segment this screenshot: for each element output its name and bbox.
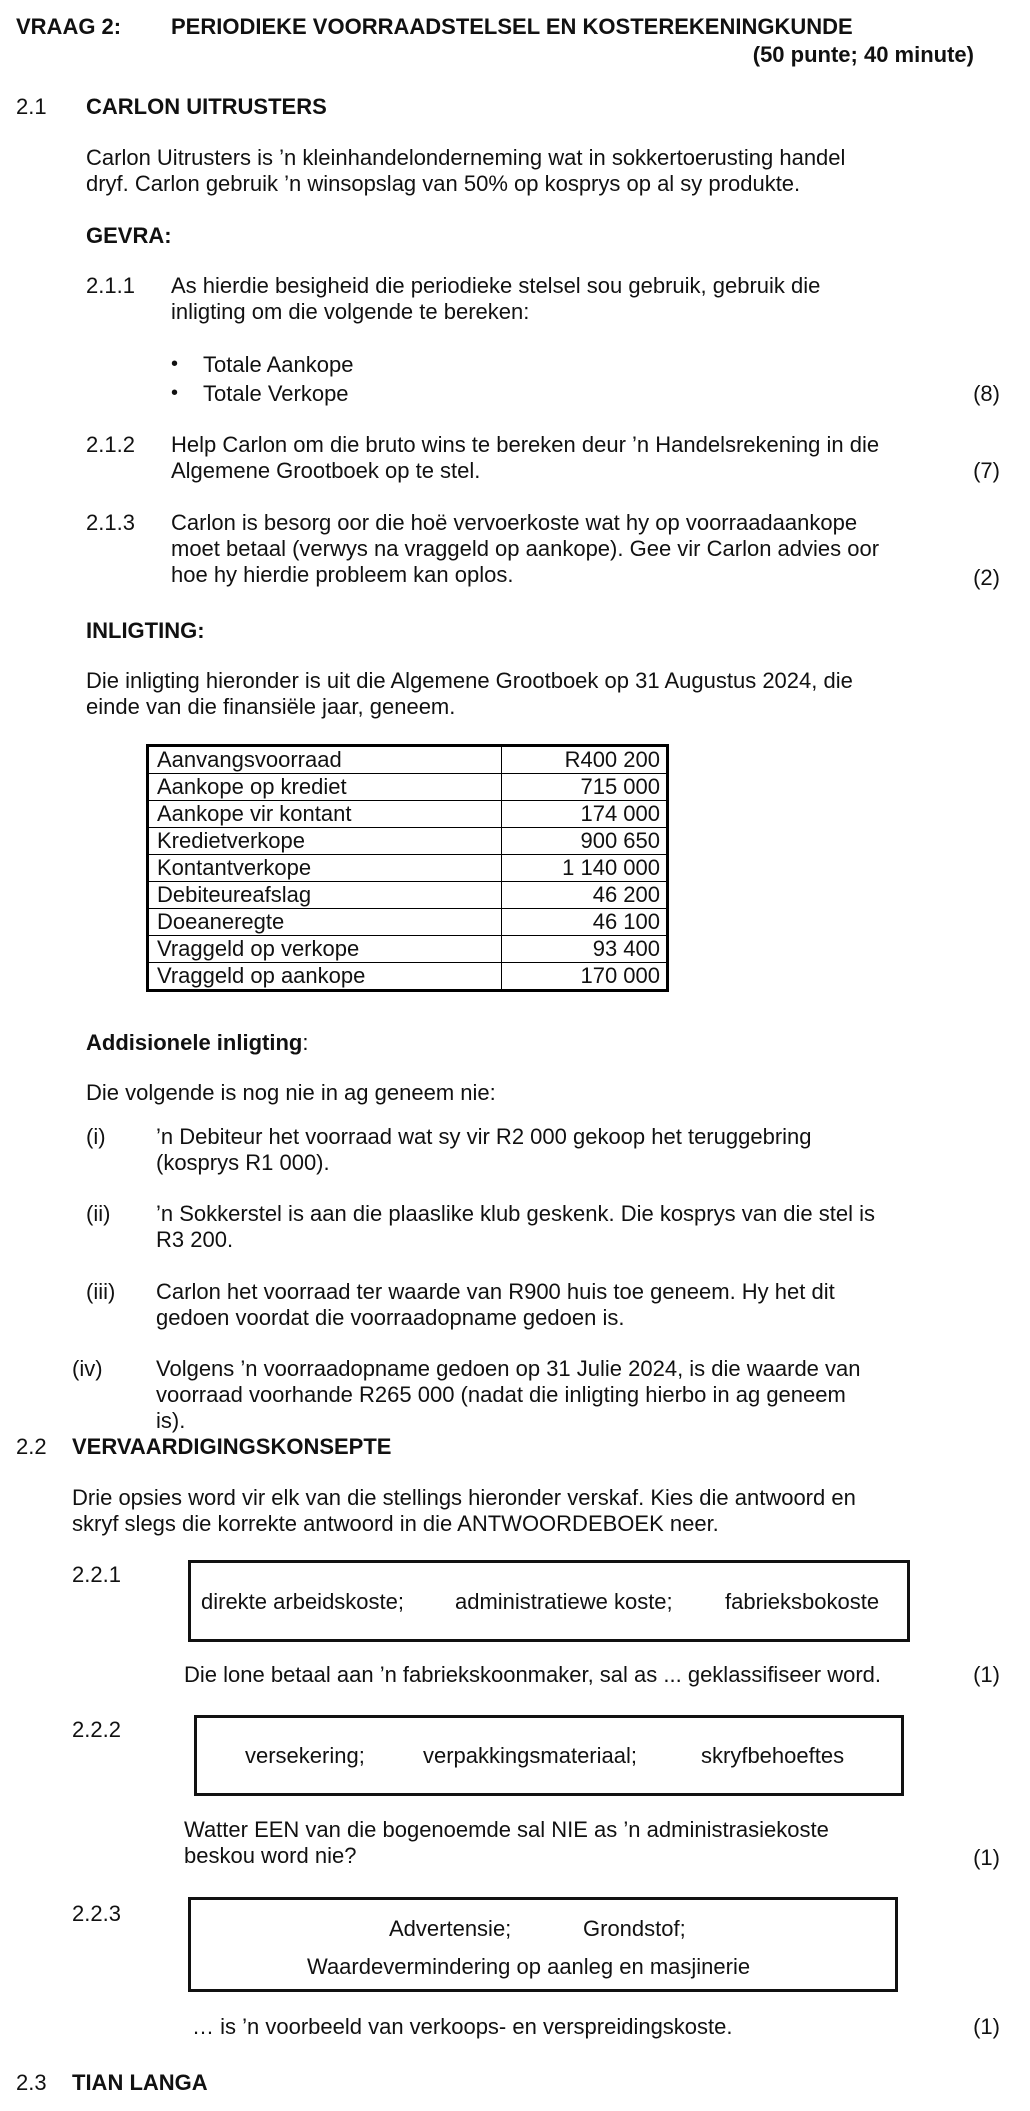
row-value: 46 100 (502, 909, 668, 936)
gevra-heading: GEVRA: (86, 223, 172, 248)
marks-2-2-3: (1) (973, 2014, 1000, 2039)
item-text (156, 1279, 835, 1331)
table-row (148, 855, 668, 882)
table-row (148, 828, 668, 855)
option: Advertensie; (389, 1916, 512, 1941)
row-value: 93 400 (502, 936, 668, 963)
inligting-text (86, 668, 853, 720)
bullet-icon: • (171, 353, 179, 375)
options-box-2-2-3 (188, 1897, 898, 1992)
option: Waardevermindering op aanleg en masjinerie (307, 1954, 751, 1979)
q-line: inligting om die volgende te bereken: (171, 299, 530, 324)
row-label: Kredietverkope (148, 828, 502, 855)
options-box-2-2-2 (194, 1715, 904, 1796)
section-number-2-3: 2.3 (16, 2070, 47, 2095)
section-title-2-2: VERVAARDIGINGSKONSEPTE (72, 1434, 392, 1459)
item-text (156, 1356, 861, 1434)
row-value: 715 000 (502, 774, 668, 801)
row-label: Vraggeld op aankope (148, 963, 502, 991)
item-line: ’n Debiteur het voorraad wat sy vir R2 000 gekoop het teruggebring (156, 1124, 812, 1149)
q-line: moet betaal (verwys na vraggeld op aankope). Gee vir Carlon advies oor (171, 536, 880, 561)
q-text-2-1-2 (171, 432, 879, 484)
q-line: Carlon is besorg oor die hoë vervoerkoste wat hy op voorraadaankope (171, 510, 858, 535)
item-text (156, 1201, 875, 1253)
item-number: (iii) (86, 1279, 116, 1304)
item-line: is). (156, 1408, 186, 1433)
statement-2-2-2 (184, 1817, 829, 1869)
table-row (148, 909, 668, 936)
table-row (148, 746, 668, 774)
intro-2-2 (72, 1485, 856, 1537)
option: administratiewe koste; (455, 1589, 673, 1614)
q-number-2-1-3: 2.1.3 (86, 510, 135, 535)
options-box-2-2-1 (188, 1560, 910, 1642)
row-value: 1 140 000 (502, 855, 668, 882)
question-meta: (50 punte; 40 minute) (752, 42, 974, 67)
option: fabrieksbokoste (725, 1589, 880, 1614)
section-number-2-2: 2.2 (16, 1434, 47, 1459)
row-value: 900 650 (502, 828, 668, 855)
bullet-icon: • (171, 382, 179, 404)
question-title: PERIODIEKE VOORRAADSTELSEL EN KOSTEREKENINGKUNDE (171, 14, 853, 39)
q-number-2-2-3: 2.2.3 (72, 1901, 121, 1926)
q-line: As hierdie besigheid die periodieke stelsel sou gebruik, gebruik die (171, 273, 821, 298)
question-number: VRAAG 2: (16, 14, 122, 39)
q-number-2-1-2: 2.1.2 (86, 432, 135, 457)
marks-2-2-2: (1) (973, 1845, 1000, 1870)
section-number-2-1: 2.1 (16, 94, 47, 119)
option: verpakkingsmateriaal; (423, 1743, 637, 1768)
bullet-item: Totale Aankope (203, 352, 354, 377)
row-label: Aankope op krediet (148, 774, 502, 801)
intro-line: Drie opsies word vir elk van die stellings hieronder verskaf. Kies die antwoord en (72, 1485, 856, 1510)
row-label: Aanvangsvoorraad (148, 746, 502, 774)
item-text (156, 1124, 812, 1176)
inligting-heading: INLIGTING: (86, 618, 205, 643)
intro-2-1 (86, 145, 845, 197)
q-text-2-1-3 (171, 510, 879, 588)
row-label: Doeaneregte (148, 909, 502, 936)
marks-2-1-1: (8) (973, 381, 1000, 406)
item-number: (i) (86, 1124, 106, 1149)
q-text-2-1-1 (171, 273, 820, 325)
option: skryfbehoeftes (701, 1743, 845, 1768)
item-number: (iv) (72, 1356, 103, 1381)
addisionele-colon: : (302, 1030, 309, 1055)
row-value: R400 200 (502, 746, 668, 774)
marks-2-1-3: (2) (973, 565, 1000, 590)
item-line: Carlon het voorraad ter waarde van R900 huis toe geneem. Hy het dit (156, 1279, 835, 1304)
addisionele-heading (86, 1030, 308, 1056)
statement-2-2-3: … is ’n voorbeeld van verkoops- en verspreidingskoste. (192, 2014, 733, 2039)
item-line: gedoen voordat die voorraadopname gedoen is. (156, 1305, 625, 1330)
item-line: voorraad voorhande R265 000 (nadat die inligting hierbo in ag geneem (156, 1382, 846, 1407)
option: direkte arbeidskoste; (201, 1589, 404, 1614)
row-value: 46 200 (502, 882, 668, 909)
marks-2-1-2: (7) (973, 458, 1000, 483)
row-label: Vraggeld op verkope (148, 936, 502, 963)
addisionele-label: Addisionele inligting (86, 1030, 303, 1055)
item-line: (kosprys R1 000). (156, 1150, 330, 1175)
option: versekering; (245, 1743, 365, 1768)
table-row (148, 963, 668, 991)
statement-line: Watter EEN van die bogenoemde sal NIE as ’n administrasiekoste (184, 1817, 829, 1842)
info-line: Die inligting hieronder is uit die Algemene Grootboek op 31 Augustus 2024, die (86, 668, 853, 693)
row-label: Kontantverkope (148, 855, 502, 882)
ledger-table (146, 744, 669, 992)
q-line: Algemene Grootboek op te stel. (171, 458, 481, 483)
section-title-2-3: TIAN LANGA (72, 2070, 208, 2095)
item-line: R3 200. (156, 1227, 234, 1252)
marks-2-2-1: (1) (973, 1662, 1000, 1687)
row-label: Aankope vir kontant (148, 801, 502, 828)
q-number-2-2-2: 2.2.2 (72, 1717, 121, 1742)
row-value: 174 000 (502, 801, 668, 828)
table-row (148, 882, 668, 909)
intro-line: dryf. Carlon gebruik ’n winsopslag van 50% op kosprys op al sy produkte. (86, 171, 801, 196)
section-title-2-1: CARLON UITRUSTERS (86, 94, 327, 119)
table-row (148, 774, 668, 801)
info-line: einde van die finansiële jaar, geneem. (86, 694, 456, 719)
option: Grondstof; (583, 1916, 686, 1941)
intro-line: Carlon Uitrusters is ’n kleinhandelonderneming wat in sokkertoerusting handel (86, 145, 846, 170)
table-row (148, 936, 668, 963)
row-value: 170 000 (502, 963, 668, 991)
row-label: Debiteureafslag (148, 882, 502, 909)
item-number: (ii) (86, 1201, 111, 1226)
q-line: hoe hy hierdie probleem kan oplos. (171, 562, 514, 587)
intro-line: skryf slegs die korrekte antwoord in die ANTWOORDEBOEK neer. (72, 1511, 719, 1536)
table-row (148, 801, 668, 828)
statement-2-2-1: Die lone betaal aan ’n fabriekskoonmaker, sal as ... geklassifiseer word. (184, 1662, 882, 1687)
not-yet-text: Die volgende is nog nie in ag geneem nie: (86, 1080, 496, 1105)
item-line: Volgens ’n voorraadopname gedoen op 31 Julie 2024, is die waarde van (156, 1356, 861, 1381)
statement-line: beskou word nie? (184, 1843, 357, 1868)
q-number-2-1-1: 2.1.1 (86, 273, 135, 298)
q-line: Help Carlon om die bruto wins te bereken deur ’n Handelsrekening in die (171, 432, 880, 457)
q-number-2-2-1: 2.2.1 (72, 1562, 121, 1587)
item-line: ’n Sokkerstel is aan die plaaslike klub geskenk. Die kosprys van die stel is (156, 1201, 876, 1226)
bullet-item: Totale Verkope (203, 381, 349, 406)
